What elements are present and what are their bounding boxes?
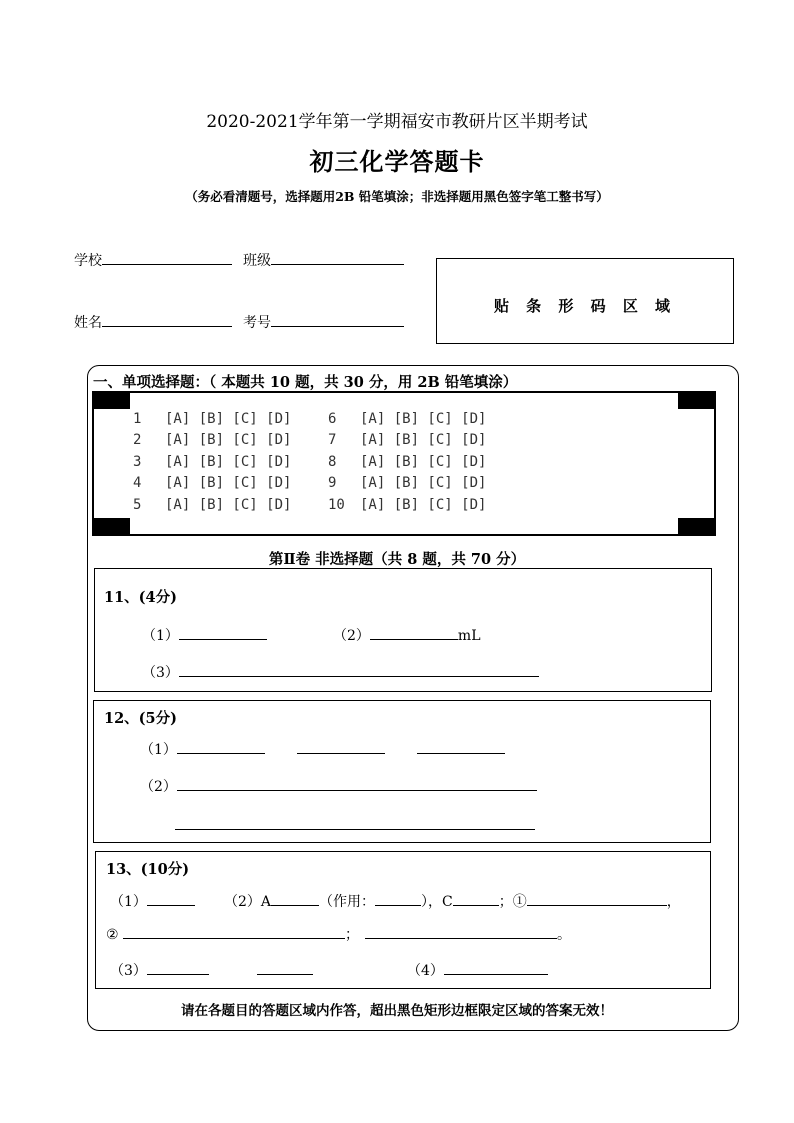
exam-number-line bbox=[271, 313, 404, 327]
question-11-heading: 11、(4分) bbox=[104, 589, 177, 606]
q11-part1-line bbox=[179, 626, 267, 640]
q13-period: 。 bbox=[557, 927, 572, 943]
exam-number-label: 考号 bbox=[243, 315, 271, 331]
name-label: 姓名 bbox=[74, 315, 102, 331]
barcode-area bbox=[436, 258, 734, 344]
q12-part1-label: （1） bbox=[140, 742, 177, 758]
mc-question-number: 7 bbox=[328, 432, 337, 448]
q13-semicolon: ；① bbox=[498, 894, 527, 910]
q13-part1-label: （1） bbox=[110, 894, 147, 910]
q13-part1-line bbox=[147, 892, 195, 906]
q11-part3-line bbox=[179, 663, 539, 677]
q11-part1[interactable] bbox=[142, 625, 267, 645]
mc-options[interactable]: [A] [B] [C] [D] bbox=[360, 475, 487, 491]
section1-title: 一、单项选择题：（ 本题共 10 题，共 30 分，用 2B 铅笔填涂） bbox=[93, 374, 518, 391]
mc-options[interactable]: [A] [B] [C] [D] bbox=[165, 454, 292, 470]
q12-part2-label: （2） bbox=[140, 779, 177, 795]
q13-effect-open: （作用： bbox=[319, 894, 376, 910]
q11-part1-label: （1） bbox=[142, 628, 179, 644]
q11-part2-line bbox=[370, 626, 458, 640]
q13-part3-line-b bbox=[257, 961, 313, 975]
q12-part1-line-b bbox=[297, 740, 385, 754]
q13-c-line bbox=[453, 892, 499, 906]
q11-part3[interactable] bbox=[142, 662, 539, 682]
q12-part1-line-c bbox=[417, 740, 505, 754]
mc-options[interactable]: [A] [B] [C] [D] bbox=[360, 432, 487, 448]
q13-semicolon2: ； bbox=[345, 927, 360, 943]
corner-marker-tl bbox=[94, 393, 130, 409]
q11-part3-label: （3） bbox=[142, 665, 179, 681]
answer-sheet-title: 初三化学答题卡 bbox=[309, 147, 485, 176]
mc-options[interactable]: [A] [B] [C] [D] bbox=[360, 411, 487, 427]
name-line bbox=[102, 313, 232, 327]
q13-part1[interactable] bbox=[110, 891, 195, 911]
q13-circle2-line-b bbox=[365, 925, 557, 939]
mc-question-number: 8 bbox=[328, 454, 337, 470]
q13-effect-line bbox=[375, 892, 421, 906]
mc-question-number: 1 bbox=[133, 411, 142, 427]
q13-circle2-line bbox=[123, 925, 345, 939]
mc-options[interactable]: [A] [B] [C] [D] bbox=[165, 497, 292, 513]
q13-part4-line bbox=[444, 961, 548, 975]
corner-marker-tr bbox=[678, 393, 714, 409]
footer-warning: 请在各题目的答题区域内作答，超出黑色矩形边框限定区域的答案无效！ bbox=[181, 1003, 613, 1019]
class-label: 班级 bbox=[243, 253, 271, 269]
mc-options[interactable]: [A] [B] [C] [D] bbox=[360, 497, 487, 513]
q13-part2[interactable] bbox=[224, 891, 681, 911]
school-field[interactable] bbox=[74, 250, 232, 270]
name-field[interactable] bbox=[74, 312, 232, 332]
q12-part2[interactable] bbox=[140, 776, 537, 796]
q12-part1-line-a bbox=[177, 740, 265, 754]
q12-part1[interactable] bbox=[140, 739, 505, 759]
q13-part4[interactable] bbox=[407, 960, 548, 980]
question-12-heading: 12、(5分) bbox=[104, 710, 177, 727]
q13-part2-label: （2）A bbox=[224, 894, 272, 910]
question-13-heading: 13、(10分) bbox=[106, 861, 190, 878]
q12-part2-line-1 bbox=[177, 777, 537, 791]
q11-part2[interactable] bbox=[333, 625, 481, 645]
mc-question-number: 6 bbox=[328, 411, 337, 427]
q13-comma: ， bbox=[666, 894, 681, 910]
q11-unit: mL bbox=[457, 628, 481, 644]
q13-part3[interactable] bbox=[110, 960, 313, 980]
mc-question-number: 10 bbox=[328, 497, 345, 513]
q11-part2-label: （2） bbox=[333, 628, 370, 644]
exam-number-field[interactable] bbox=[243, 312, 404, 332]
mc-options[interactable]: [A] [B] [C] [D] bbox=[165, 475, 292, 491]
q13-circle1-line bbox=[527, 892, 667, 906]
mc-options[interactable]: [A] [B] [C] [D] bbox=[165, 432, 292, 448]
mc-question-number: 4 bbox=[133, 475, 142, 491]
section2-title: 第Ⅱ卷 非选择题（共 8 题，共 70 分） bbox=[268, 551, 526, 568]
q13-part4-label: （4） bbox=[407, 963, 444, 979]
q13-line2[interactable] bbox=[106, 924, 571, 944]
q13-a-line bbox=[271, 892, 319, 906]
q13-part3-label: （3） bbox=[110, 963, 147, 979]
corner-marker-br bbox=[678, 518, 714, 534]
q13-part3-line-a bbox=[147, 961, 209, 975]
mc-options[interactable]: [A] [B] [C] [D] bbox=[360, 454, 487, 470]
exam-title: 2020-2021学年第一学期福安市教研片区半期考试 bbox=[206, 112, 588, 132]
instructions-note: （务必看清题号，选择题用2B 铅笔填涂；非选择题用黑色签字笔工整书写） bbox=[185, 189, 609, 204]
q12-part2-line-2[interactable] bbox=[175, 816, 535, 830]
class-line bbox=[271, 251, 404, 265]
q13-circle2: ② bbox=[106, 927, 119, 943]
corner-marker-bl bbox=[94, 518, 130, 534]
mc-question-number: 5 bbox=[133, 497, 142, 513]
q13-effect-close: ），C bbox=[421, 894, 453, 910]
school-line bbox=[102, 251, 232, 265]
mc-options[interactable]: [A] [B] [C] [D] bbox=[165, 411, 292, 427]
mc-question-number: 9 bbox=[328, 475, 337, 491]
class-field[interactable] bbox=[243, 250, 404, 270]
mc-question-number: 3 bbox=[133, 454, 142, 470]
mc-question-number: 2 bbox=[133, 432, 142, 448]
barcode-label: 贴 条 形 码 区 域 bbox=[493, 297, 677, 315]
school-label: 学校 bbox=[74, 253, 102, 269]
